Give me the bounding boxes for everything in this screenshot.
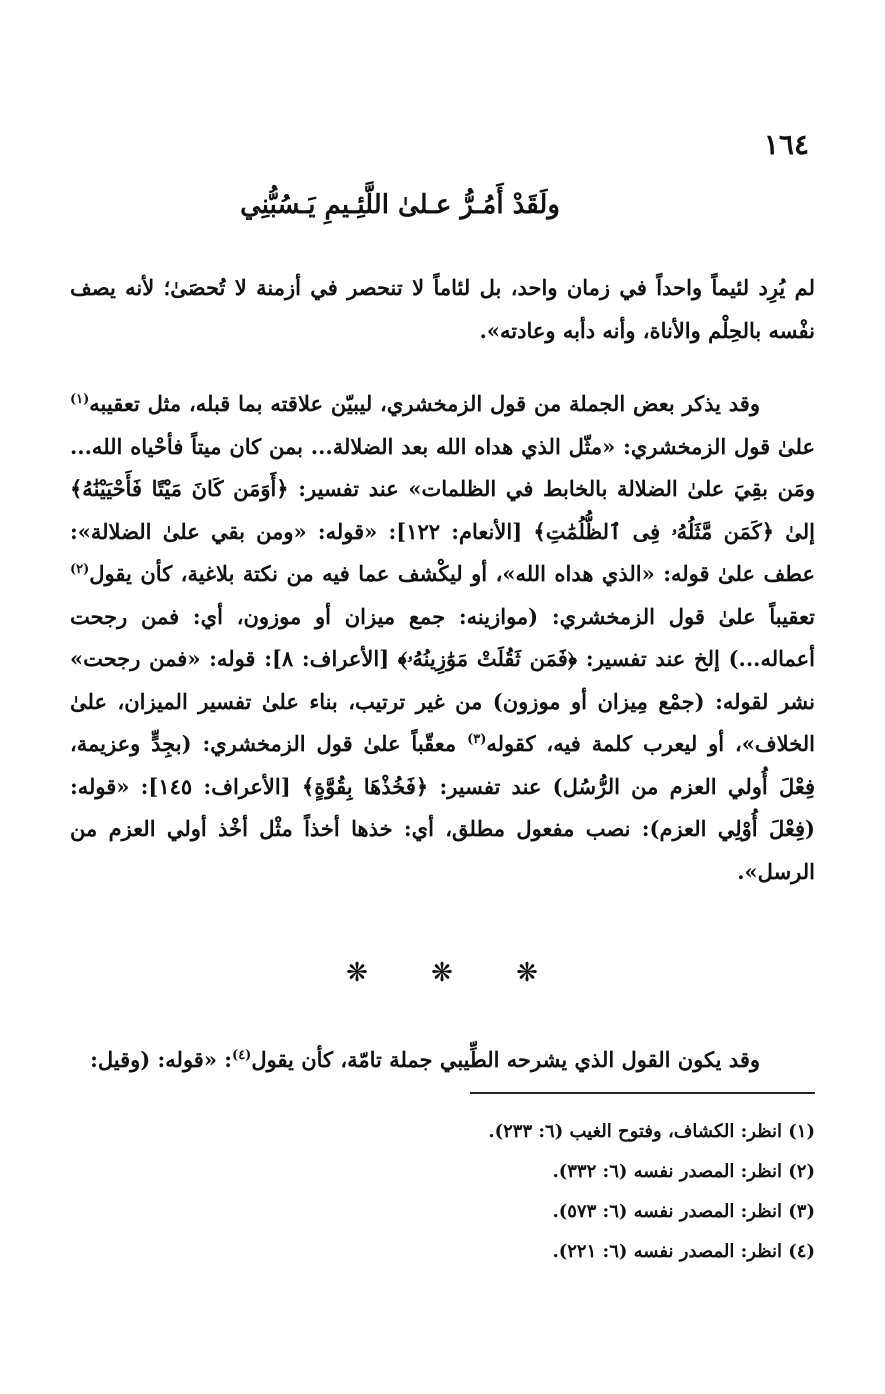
quran-quote: ﴿فَمَن ثَقُلَتْ مَوَٰزِينُهُۥ﴾ [397,646,578,671]
footnote-ref-4[interactable]: (٤) [232,1048,252,1063]
footnotes [70,1112,815,1272]
paragraph-1: لم يُرِد لئيماً واحداً في زمان واحد، بل لئاماً لا تنحصر في أزمنة لا تُحصَىٰ؛ لأنه يصف نفْسه بالحِلْم والأناة، وأنه دأبه وعادته». [70,275,815,343]
footnote-4: (٤) انظر: المصدر نفسه (٦: ٢٢١). [552,1241,815,1262]
paragraph-3 [70,1039,815,1082]
quran-quote: ﴿كَمَن مَّثَلُهُۥ فِى ٱلظُّلُمَٰتِ﴾ [533,518,775,544]
footnote-2: (٢) انظر: المصدر نفسه (٦: ٣٣٢). [552,1161,815,1182]
footnote-3: (٣) انظر: المصدر نفسه (٦: ٥٧٣). [552,1201,815,1222]
text-span: : «قوله: (وقيل: [90,1047,233,1072]
asterism-icon: ❋ [431,958,453,988]
footnote-divider [470,1092,815,1094]
text-span: علىٰ قول الزمخشري: «مثّل الذي هداه الله بعد الضلالة... بمن كان ميتاً فأحْياه الله... ومَن بقِيَ علىٰ الضلالة بالخابط في الظلمات» عند تفسير: [70,433,815,501]
text-span: [الأعراف: ٨]: قوله: «فمن رجحت» نشر لقوله: (جمْع مِيزان أو موزون) من غير ترتيب، بناء علىٰ تفسير الميزان، علىٰ الخلاف»، أو ليعرب كلمة فيه، كقوله [70,646,815,756]
text-span: وقد يكون القول الذي يشرحه الطِّيبي جملة تامّة، كأن يقول [251,1047,760,1072]
text-span: [الأعراف: ١٤٥]: «قوله: (فِعْلَ أُوْلِي العزم): نصب مفعول مطلق، أي: خذها أخذاً مثْل أخْذ أولي العزم من الرسل». [70,773,815,884]
quran-quote: ﴿أَوَمَن كَانَ مَيْتًا فَأَحْيَيْنَٰهُ﴾ [70,476,289,501]
text-span: إلىٰ [785,518,816,544]
text-span: معقّباً علىٰ قول الزمخشري: (بجِدٍّ وعزيمة، فِعْلَ أُولي العزم من الرُّسُل) عند تفسير: [70,731,816,799]
quran-quote: ﴿فَخُذْهَا بِقُوَّةٍ﴾ [301,773,429,799]
footnote-ref-3[interactable]: (٣) [467,732,487,747]
page-number: ١٦٤ [763,128,809,161]
text-span: تعقيباً علىٰ قول الزمخشري: (موازينه: جمع ميزان أو موزون، أي: فمن رجحت أعماله...) إلخ عند تفسير: [70,603,816,671]
footnote-1: (١) انظر: الكشاف، وفتوح الغيب (٦: ٢٣٣). [488,1121,815,1142]
text-span: وقد يذكر بعض الجملة من قول الزمخشري، ليبيّن علاقته بما قبله، مثل تعقيبه [89,391,760,416]
asterism-icon: ❋ [516,958,538,988]
paragraph-2 [70,383,815,893]
section-separator [342,958,542,988]
text-span: [الأنعام: ١٢٢]: «قوله: «ومن بقي علىٰ الضلالة»: عطف علىٰ قوله: «الذي هداه الله»، أو ليكْشف عما فيه من نكتة بلاغية، كأن يقول [70,518,815,586]
footnote-ref-1[interactable]: (١) [70,392,90,407]
asterism-icon: ❋ [346,958,368,988]
footnote-ref-2[interactable]: (٢) [70,562,90,577]
poetry-verse: ولَقَدْ أَمُـرُّ عـلىٰ اللَّئِـيمِ يَـسُبُّنِي [240,190,560,220]
